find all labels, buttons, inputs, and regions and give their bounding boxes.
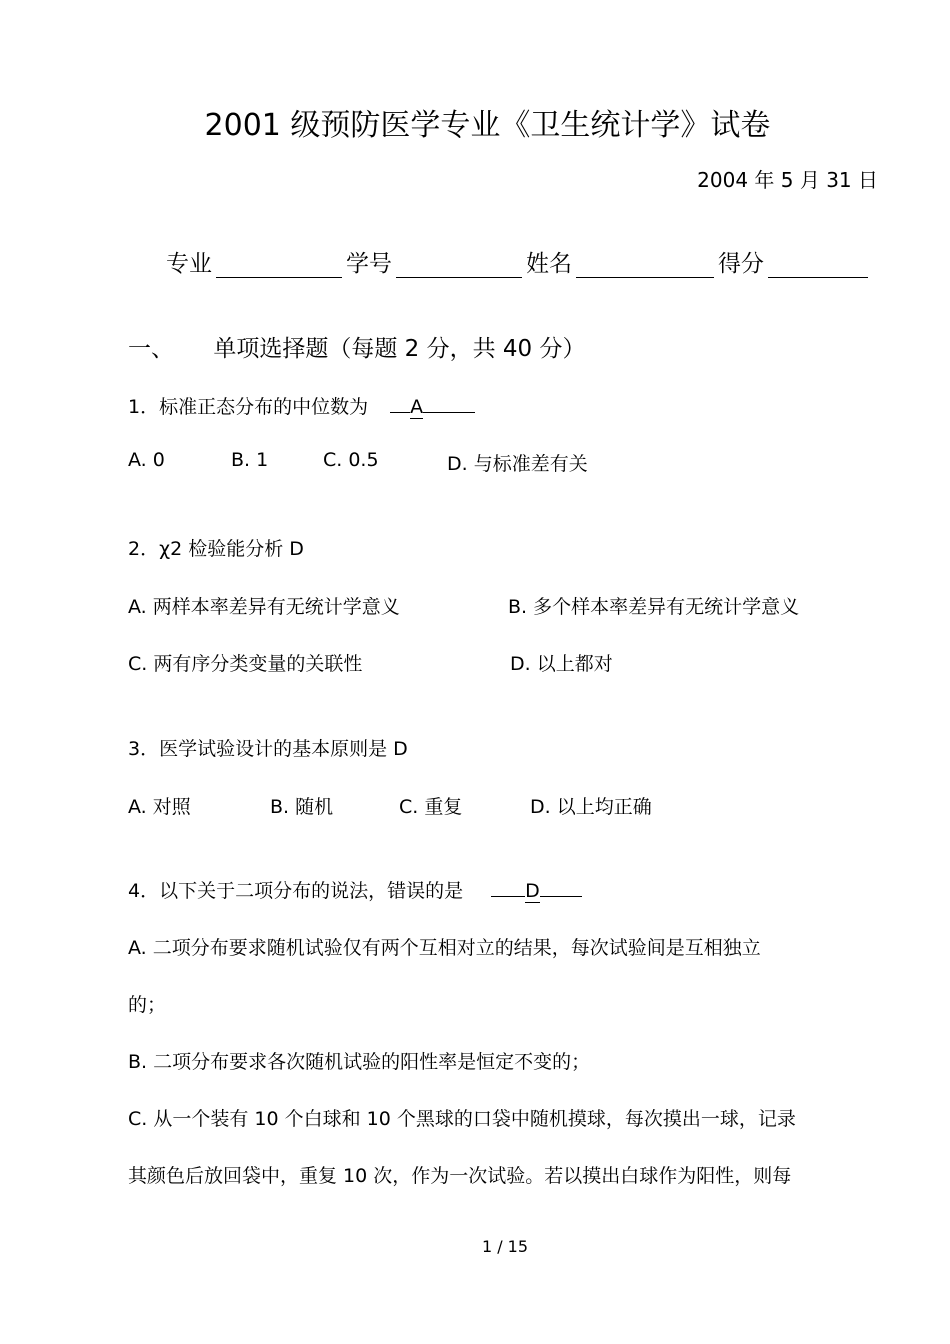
question-2-option-a: A. 两样本率差异有无统计学意义	[128, 596, 400, 618]
question-4-option-a-line-2: 的；	[128, 994, 167, 1016]
student-id-label: 学号	[346, 251, 392, 277]
question-1-option-c: C. 0.5	[323, 449, 379, 471]
question-3-option-a: A. 对照	[128, 796, 191, 818]
question-4-option-a-line-1: A. 二项分布要求随机试验仅有两个互相对立的结果，每次试验间是互相独立	[128, 937, 761, 959]
question-1	[128, 392, 475, 419]
question-1-option-d: D. 与标准差有关	[447, 453, 588, 475]
question-4-option-c-line-2: 其颜色后放回袋中，重复 10 次，作为一次试验。若以摸出白球作为阳性，则每	[128, 1165, 792, 1187]
exam-date: 2004 年 5 月 31 日	[697, 168, 878, 192]
question-4	[128, 876, 582, 903]
score-blank	[768, 251, 868, 278]
name-blank	[576, 251, 714, 278]
question-4-stem: 4．以下关于二项分布的说法，错误的是	[128, 880, 464, 902]
student-info-row	[166, 245, 872, 278]
question-1-stem: 1．标准正态分布的中位数为	[128, 396, 369, 418]
question-2-option-c: C. 两有序分类变量的关联性	[128, 653, 363, 675]
question-4-option-c-line-1: C. 从一个装有 10 个白球和 10 个黑球的口袋中随机摸球，每次摸出一球，记录	[128, 1108, 796, 1130]
question-1-option-a: A. 0	[128, 449, 165, 471]
question-3-option-c: C. 重复	[399, 796, 463, 818]
score-label: 得分	[718, 251, 764, 277]
section-number: 一、	[128, 336, 174, 362]
name-label: 姓名	[526, 251, 572, 277]
question-3-option-d: D. 以上均正确	[530, 796, 652, 818]
question-4-option-b: B. 二项分布要求各次随机试验的阳性率是恒定不变的；	[128, 1051, 591, 1073]
question-2-option-b: B. 多个样本率差异有无统计学意义	[508, 596, 800, 618]
question-4-answer: D	[491, 880, 582, 903]
major-blank	[216, 251, 342, 278]
major-label: 专业	[166, 251, 212, 277]
question-2-stem: 2．χ2 检验能分析 D	[128, 538, 304, 560]
student-id-blank	[396, 251, 522, 278]
question-3-stem: 3．医学试验设计的基本原则是 D	[128, 738, 408, 760]
question-2-option-d: D. 以上都对	[510, 653, 613, 675]
question-1-answer: A	[390, 396, 475, 419]
section-heading	[128, 330, 585, 363]
page-number: 1 / 15	[481, 1237, 529, 1256]
question-1-option-b: B. 1	[231, 449, 269, 471]
section-title: 单项选择题（每题 2 分，共 40 分）	[213, 336, 586, 362]
document-title: 2001 级预防医学专业《卫生统计学》试卷	[204, 108, 771, 143]
question-3-option-b: B. 随机	[270, 796, 334, 818]
